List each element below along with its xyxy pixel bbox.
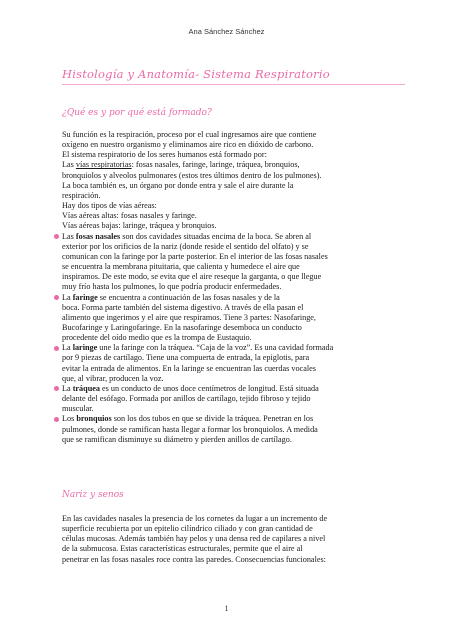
bullet-line: delante del esófago. Formada por anillos de cartílago, tejido fibroso y tejido — [62, 394, 311, 404]
body-line: Vías aéreas altas: fosas nasales y faringe. — [62, 211, 197, 221]
vias-prefix: Las — [62, 160, 76, 170]
section1-body — [62, 130, 407, 445]
body-line: En las cavidades nasales la presencia de los cornetes da lugar a un incremento de — [62, 514, 328, 523]
section-heading-que-es: ¿Qué es y por qué está formado? — [62, 108, 212, 118]
bullet-line: evitar la entrada de alimentos. En la laringe se encuentran las cuerdas vocales — [62, 363, 316, 373]
term-bronquios: bronquios — [76, 414, 112, 424]
page-header-author: Ana Sánchez Sánchez — [188, 27, 265, 36]
bullet-line: por 9 piezas de cartílago. Tiene una compuerta de entrada, la epiglotis, para — [62, 353, 310, 363]
body-line: células mucosas. Además también hay pelos y una densa red de capilares a nivel — [62, 534, 326, 544]
bullet-line: que se ramifican disminuye su diámetro y pierden anillos de cartílago. — [62, 434, 292, 444]
body-line: La boca también es, un órgano por donde entra y sale el aire durante la — [62, 180, 294, 190]
bullet-line: Bucofaringe y Laringofaringe. En la nasofaringe desemboca un conducto — [62, 322, 302, 332]
pink-bullet-icon — [54, 346, 59, 351]
term-fosas-nasales: fosas nasales — [75, 231, 121, 241]
page-number: 1 — [224, 604, 229, 613]
bullet-line: boca. Forma parte también del sistema digestivo. A través de ella pasan el — [62, 302, 304, 312]
vias-line — [62, 160, 407, 170]
bullet-line: comunican con la faringe por la parte posterior. En el interior de las fosas nasales — [62, 251, 328, 261]
bullet-laringe: La laringe une la faringe con la tráquea. “Caja de la voz”. Es una cavidad formada — [62, 343, 407, 353]
section-heading-nariz-senos: Nariz y senos — [62, 490, 124, 500]
body-line: bronquiolos y alveolos pulmonares (estos tres últimos dentro de los pulmones). — [62, 170, 322, 180]
bullet-fosas-nasales: Las fosas nasales son dos cavidades situadas encima de la boca. Se abren al — [62, 232, 407, 242]
term-laringe: laringe — [72, 343, 98, 353]
pink-bullet-icon — [54, 234, 59, 239]
bullet-line: alimento que ingerimos y el aire que respiramos. Tiene 3 partes: Nasofaringe, — [62, 312, 316, 322]
body-line: de la submucosa. Estas características estructurales, permite que el aire al — [62, 544, 303, 554]
bullet-line: muy frío hasta los pulmones, lo que podría producir enfermedades. — [62, 282, 282, 292]
bullet-bronquios: Los bronquios son los dos tubos en que se divide la tráquea. Penetran en los — [62, 414, 407, 424]
bullet-faringe: La faringe se encuentra a continuación de las fosas nasales y de la — [62, 293, 407, 303]
bullet-line: procedente del oído medio que es la trompa de Eustaquio. — [62, 333, 252, 343]
body-line: oxígeno en nuestro organismo y eliminamos aire rico en dióxido de carbono. — [62, 140, 314, 150]
bullet-line: se encuentra la membrana pituitaria, que calienta y humedece el aire que — [62, 262, 300, 272]
bullet-line: pulmones, donde se ramifican hasta llegar a formar los bronquiolos. A medida — [62, 424, 318, 434]
document-title: Histología y Anatomía- Sistema Respiratorio — [62, 67, 330, 81]
body-line: penetrar en las fosas nasales roce contra las paredes. Consecuencias funcionales: — [62, 554, 326, 564]
bullet-line: exterior por los orificios de la nariz (donde reside el sentido del olfato) y se — [62, 241, 309, 251]
body-line: Vías aéreas bajas: laringe, tráquea y bronquios. — [62, 221, 217, 231]
bullet-traquea: La tráquea es un conducto de unos doce centímetros de longitud. Está situada — [62, 384, 407, 394]
pink-bullet-icon — [54, 417, 59, 422]
body-line: El sistema respiratorio de los seres humanos está formado por: — [62, 150, 267, 160]
body-line: Su función es la respiración, proceso por el cual ingresamos aire que contiene — [62, 130, 317, 139]
body-line: Hay dos tipos de vías aéreas: — [62, 201, 157, 211]
vias-respiratorias-term: vías respiratorias — [75, 160, 132, 170]
bullet-line: muscular. — [62, 404, 94, 414]
title-underline — [62, 84, 405, 85]
bullet-line: inspiramos. De este modo, se evita que el aire reseque la garganta, o que llegue — [62, 272, 322, 282]
section2-body — [62, 514, 407, 565]
pink-bullet-icon — [54, 386, 59, 391]
term-faringe: faringe — [72, 292, 98, 302]
body-line: superficie recubierta por un epitelio cilíndrico ciliado y con gran cantidad de — [62, 524, 313, 534]
vias-rest: : fosas nasales, faringe, laringe, tráquea, bronquios, — [131, 160, 300, 170]
bullet-line: que, al vibrar, producen la voz. — [62, 373, 164, 383]
body-line: respiración. — [62, 190, 101, 200]
pink-bullet-icon — [54, 295, 59, 300]
term-traquea: tráquea — [72, 383, 100, 393]
